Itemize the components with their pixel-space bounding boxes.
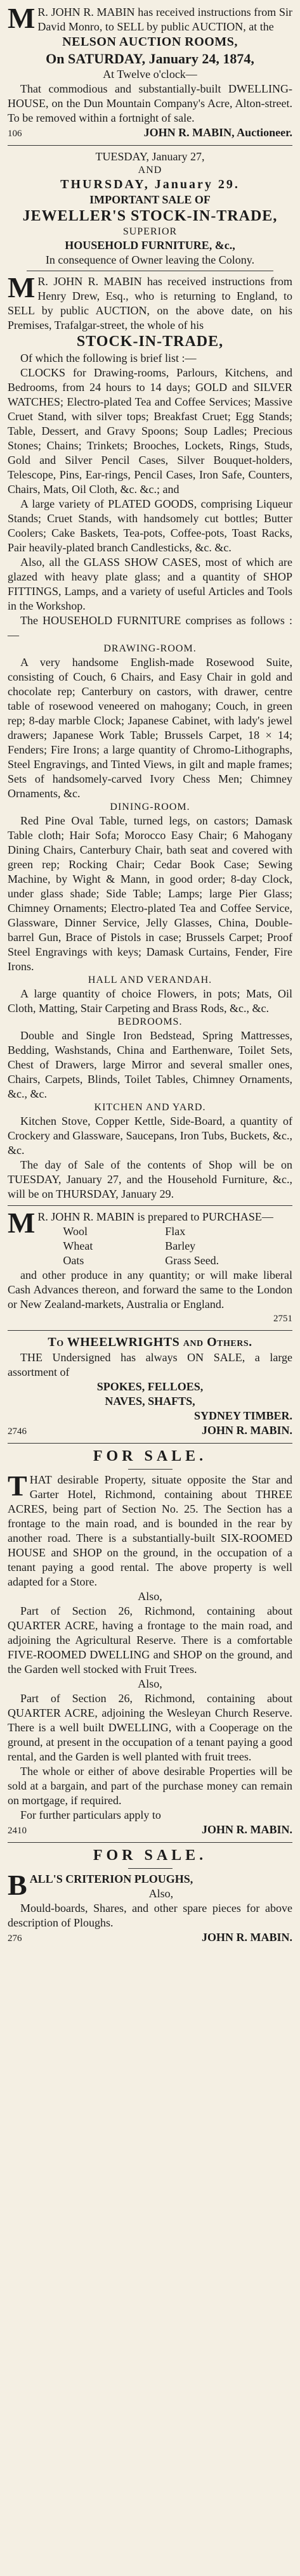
- drop-cap: T: [8, 1470, 27, 1502]
- furniture-intro: The HOUSEHOLD FURNITURE comprises as follows :—: [8, 614, 292, 641]
- divider: [128, 1868, 173, 1869]
- auctioneer-signature: JOHN R. MABIN, Auctioneer.: [143, 126, 292, 139]
- ad-body: The whole or either of above desirable Properties will be sold at a bargain, and part of the purchase money can remain on mortgage, if required.: [8, 1765, 292, 1807]
- ad-body: R. JOHN R. MABIN has received instructions from Henry Drew, Esq., who is returning to England, to SELL by public AUCTION, on the above date, on his Premises, Trafalgar-street, the whole of his: [8, 275, 292, 331]
- drop-cap: M: [8, 271, 36, 304]
- signature-line: [8, 1423, 292, 1439]
- hall-heading: HALL AND VERANDAH.: [88, 975, 212, 985]
- sale-days-paragraph: The day of Sale of the contents of Shop will be on TUESDAY, January 27, and the Household Furniture, &c., will be on THURSDAY, January 29.: [8, 1158, 292, 1200]
- signature: JOHN R. MABIN.: [202, 1823, 292, 1836]
- divider: [128, 1469, 173, 1470]
- ad-body: For further particulars apply to: [20, 1809, 161, 1821]
- signature-line: [8, 1312, 292, 1326]
- ad-number: 2746: [8, 1426, 27, 1437]
- bedrooms-heading: BEDROOMS.: [117, 1016, 183, 1027]
- plated-goods-paragraph: A large variety of PLATED GOODS, comprising Liqueur Stands; Cruet Stands, with handsomely cut bottles; Butter Coolers; Cake Baskets, Tea-pots, Coffee-pots, Toast Racks, Pair heavily-plated branch Candlesticks, &c. &c.: [8, 497, 292, 554]
- brief-list-intro: Of which the following is brief list :—: [20, 352, 197, 364]
- sale-day-1: TUESDAY, January 27,: [95, 150, 205, 163]
- ad-body: Part of Section 26, Richmond, containing about QUARTER ACRE, having a frontage to the main road, and adjoining the Agricultural Reserve. There is a comfortable FIVE-ROOMED DWELLING and SHOP on the ground, and the Garden well stocked with Fruit Trees.: [8, 1605, 292, 1676]
- signature: JOHN R. MABIN.: [202, 1931, 292, 1944]
- ad-body: R. JOHN R. MABIN has received instructions from Sir David Monro, to SELL by public AUCTION, at the: [37, 6, 292, 33]
- stock-title: STOCK-IN-TRADE,: [76, 333, 224, 350]
- kitchen-paragraph: Kitchen Stove, Copper Kettle, Side-Board, a quantity of Crockery and Glassware, Saucepans, Iron Tubs, Buckets, &c., &c.: [8, 1115, 292, 1157]
- ad-ploughs-for-sale: [8, 1847, 292, 1946]
- also-text: Also,: [148, 1887, 174, 1900]
- signature-line: [8, 125, 292, 141]
- produce-item: Flax: [165, 1225, 186, 1238]
- dining-room-heading: DINING-ROOM.: [110, 802, 190, 812]
- drawing-room-heading: DRAWING-ROOM.: [103, 643, 197, 654]
- clocks-paragraph: CLOCKS for Drawing-rooms, Parlours, Kitchens, and Bedrooms, from 24 hours to 14 days; GOLD and SILVER WATCHES; Electro-plated Tea and Coffee Services; Massive Cruet Stand, with silver tops; Breakfast Cruet; Egg Stands; Table, Dessert, and Gravy Spoons; Soup Ladles; Precious Stones; Chains; Trinkets; Brooches, Lockets, Rings, Studs, Gold and Silver Pencil Cases, Silver Bouquet-holders, Telescope, Pins, Ear-rings, Pencil Cases, Iron Safe, Counters, Chairs, Mats, Oil Cloth, &c. &c.; and: [8, 366, 292, 496]
- hall-paragraph: A large quantity of choice Flowers, in pots; Mats, Oil Cloth, Matting, Stair Carpeting and Brass Rods, &c., &c.: [8, 987, 292, 1015]
- sale-day-2: THURSDAY, January 29.: [60, 177, 240, 191]
- ad-body: THE Undersigned has always ON SALE, a large assortment of: [8, 1351, 292, 1378]
- drawing-room-paragraph: A very handsome English-made Rosewood Suite, consisting of Couch, 6 Chairs, and Easy Chair in gold and chocolate rep; Canterbury on castors, with drawer, centre table of rosewood veneered on mahogany; Couch, in green rep; 8-day marble Clock; Japanese Cabinet, with lady's jewel drawers; Japanese Work Table; Brussels Carpet, 18 × 14; Fenders; Fire Irons; a large quantity of Chromo-Lithographs, Steel Engravings, and Tinted Views, in gilt and maple frames; Sets of handsomely-carved Ivory Chess Men; Chimney Ornaments, &c.: [8, 656, 292, 800]
- produce-item: Wheat: [63, 1240, 93, 1252]
- divider: [8, 145, 292, 146]
- ad-body: R. JOHN R. MABIN is prepared to PURCHASE—: [37, 1210, 273, 1223]
- for-sale-title: FOR SALE.: [93, 1847, 207, 1864]
- produce-item: Oats: [63, 1254, 84, 1267]
- ad-body: HAT desirable Property, situate opposite the Star and Garter Hotel, Richmond, containing about THREE ACRES, being part of Section No. 25. The Section has a frontage to the main road, and is bounded in the rear by another road. There is a substantially-built SIX-ROOMED HOUSE and SHOP on the ground, in the occupation of a tenant paying a good rental. The above property is well adapted for a Store.: [8, 1473, 292, 1588]
- consequence-text: In consequence of Owner leaving the Colony.: [45, 253, 255, 266]
- divider: [8, 1330, 292, 1331]
- dining-room-paragraph: Red Pine Oval Table, turned legs, on castors; Damask Table cloth; Hair Sofa; Morocco Easy Chair; 6 Mahogany Dining Chairs, Canterbury Chair, bath seat and covered with green rep; Rocking Chair; Cedar Book Case; Sewing Machine, by Wight & Mann, in good order; 8-day Clock, under glass shade; Side Table; Lamps; large Pier Glass; Chimney Ornaments; Electro-plated Tea and Coffee Service, Glassware, Dinner Service, Jelly Glasses, China, Double-barrel Gun, Brace of Pistols in case; Brussels Carpet; Proof Steel Engravings with keys; Damask Curtains, Fender, Fire Irons.: [8, 814, 292, 973]
- produce-item: Wool: [63, 1225, 88, 1238]
- for-sale-title: FOR SALE.: [93, 1448, 207, 1464]
- show-cases-paragraph: Also, all the GLASS SHOW CASES, most of which are glazed with heavy plate glass; and a quantity of SHOP FITTINGS, Lamps, and a variety of useful Articles and Tools in the Workshop.: [8, 556, 292, 612]
- ad-jewellers-stock: [8, 150, 292, 1201]
- ad-number: 276: [8, 1933, 22, 1944]
- signature-line: [8, 1823, 292, 1838]
- drop-cap: M: [8, 2, 36, 34]
- furniture-title: HOUSEHOLD FURNITURE, &c.,: [65, 239, 235, 252]
- jewellers-title: JEWELLER'S STOCK-IN-TRADE,: [22, 208, 278, 224]
- produce-list: [37, 1224, 292, 1268]
- ad-number: 2410: [8, 1826, 27, 1836]
- sale-date: On SATURDAY, January 24, 1874,: [46, 51, 254, 67]
- ad-number: 2751: [273, 1314, 292, 1324]
- bedrooms-paragraph: Double and Single Iron Bedstead, Spring Mattresses, Bedding, Washstands, China and Earthenware, Toilet Sets, Chest of Drawers, large Mirror and several smaller ones, Chairs, Carpets, Blinds, Toilet Tables, Chimney Ornaments, &c., &c.: [8, 1029, 292, 1100]
- ad-body: That commodious and substantially-built DWELLING-HOUSE, on the Dun Mountain Company's Acre, Alton-street. To be removed within a fortnight of sale.: [8, 82, 292, 124]
- kitchen-heading: KITCHEN AND YARD.: [94, 1102, 206, 1113]
- ad-body: ALL'S CRITERION PLOUGHS,: [29, 1873, 193, 1885]
- important-sale: IMPORTANT SALE OF: [89, 193, 211, 206]
- produce-item: Barley: [165, 1240, 196, 1252]
- wheelwrights-title: To WHEELWRIGHTS and Others.: [48, 1335, 252, 1349]
- ad-number: 106: [8, 129, 22, 139]
- produce-item: Grass Seed.: [165, 1254, 219, 1267]
- timber-line-2: NAVES, SHAFTS,: [105, 1395, 195, 1407]
- signature: JOHN R. MABIN.: [202, 1424, 292, 1437]
- ad-property-for-sale: [8, 1447, 292, 1838]
- divider: [8, 1842, 292, 1843]
- ad-body: and other produce in any quantity; or will make liberal Cash Advances thereon, and forward the same to the London or New Zealand-markets, Australia or England.: [8, 1269, 292, 1310]
- superior-text: SUPERIOR: [122, 226, 178, 237]
- ad-dwelling-house-auction: [8, 2, 292, 141]
- sale-time: At Twelve o'clock—: [103, 68, 197, 80]
- divider: [8, 1205, 292, 1206]
- timber-line-3: SYDNEY TIMBER.: [193, 1409, 292, 1422]
- also-text: Also,: [138, 1677, 162, 1690]
- ad-wheelwrights: [8, 1335, 292, 1439]
- drop-cap: B: [8, 1869, 27, 1901]
- and-text: AND: [138, 165, 162, 176]
- venue: NELSON AUCTION ROOMS,: [62, 35, 238, 49]
- divider: [8, 1443, 292, 1444]
- drop-cap: M: [8, 1207, 36, 1239]
- also-text: Also,: [138, 1590, 162, 1603]
- signature-line: [8, 1930, 292, 1946]
- ad-body: Mould-boards, Shares, and other spare pieces for above description of Ploughs.: [8, 1902, 292, 1929]
- ad-produce-purchase: [8, 1207, 292, 1326]
- timber-line-1: SPOKES, FELLOES,: [96, 1380, 204, 1393]
- ad-body: Part of Section 26, Richmond, containing about QUARTER ACRE, adjoining the Wesleyan Church Reserve. There is a well built DWELLING, with a Cooperage on the ground, at present in the occupation of a tenant paying a good rental, and the Garden is well planted with fruit trees.: [8, 1692, 292, 1763]
